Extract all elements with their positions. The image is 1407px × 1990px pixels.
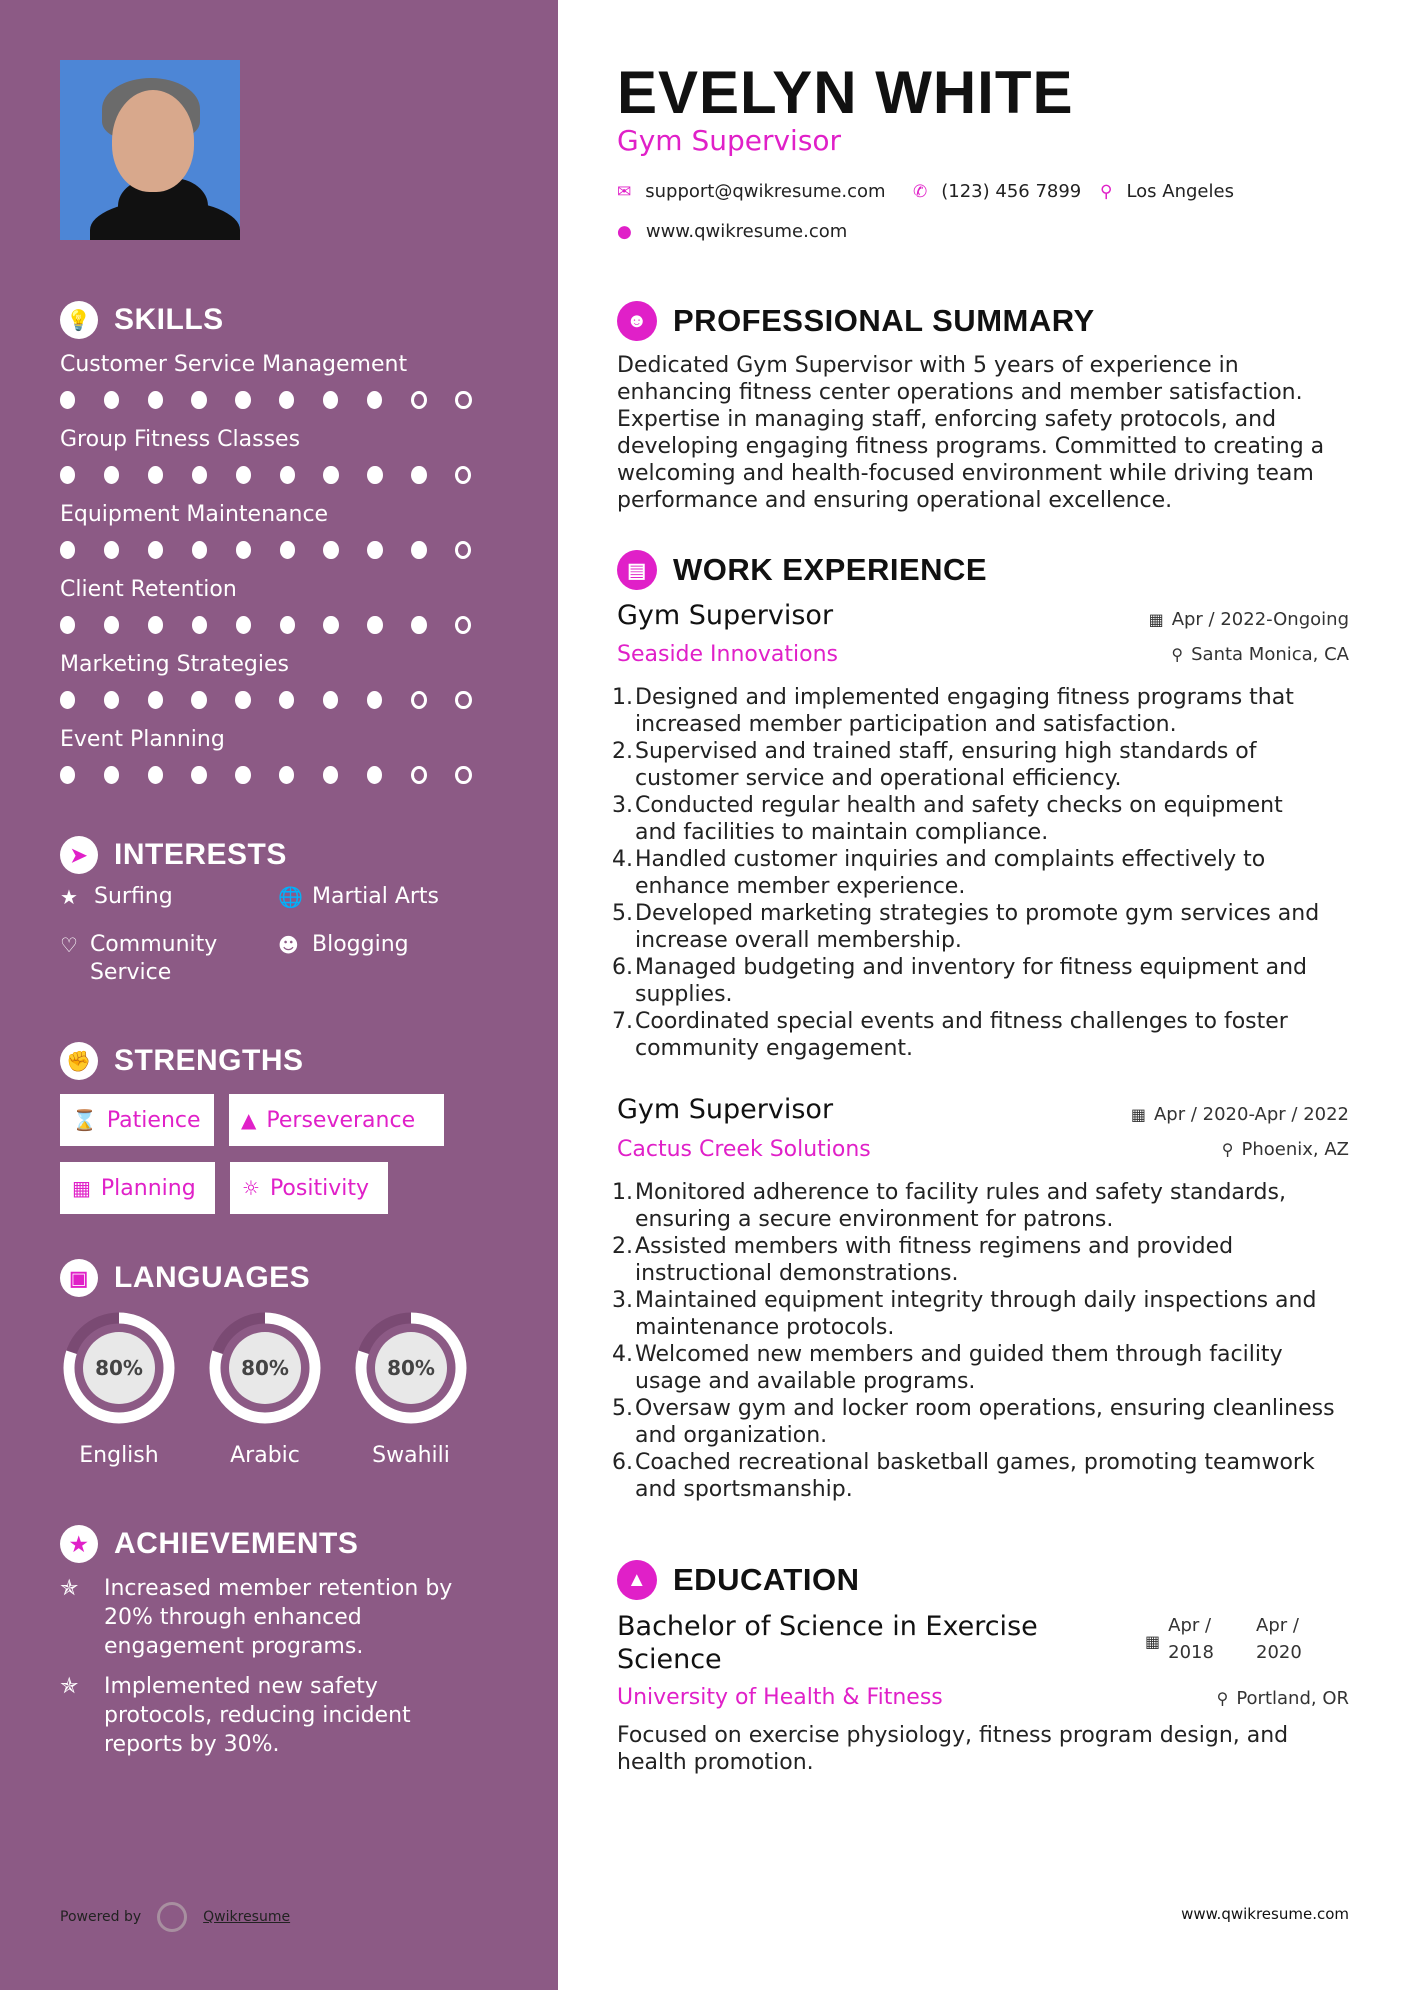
job-dates: ▦ Apr / 2022-Ongoing bbox=[1148, 609, 1349, 630]
rating-dot-filled bbox=[60, 391, 75, 409]
bullet-text bbox=[635, 1233, 1233, 1287]
bullet-item bbox=[612, 900, 1357, 954]
bullet-line: increased member participation and satisfaction. bbox=[635, 712, 1177, 737]
rating-dot-filled bbox=[367, 691, 382, 709]
contact-location: ⚲ Los Angeles bbox=[1100, 181, 1234, 202]
language-card-icon: ▣ bbox=[60, 1259, 98, 1297]
skill-item bbox=[60, 727, 500, 784]
education-heading: ▲ EDUCATION bbox=[617, 1560, 859, 1600]
contact-website: ● www.qwikresume.com bbox=[617, 221, 848, 242]
bullet-item bbox=[612, 738, 1357, 792]
bullet-item bbox=[612, 684, 1357, 738]
bullet-item bbox=[612, 846, 1357, 900]
achievement-item: ✯ Implemented new safety protocols, reducing incident reports by 30%. bbox=[60, 1674, 411, 1757]
bullet-text bbox=[635, 1449, 1315, 1503]
strength-badge: ⌛ Patience bbox=[60, 1094, 214, 1146]
calendar-icon: ▦ bbox=[1148, 610, 1164, 629]
phone-icon: ✆ bbox=[913, 181, 928, 202]
bullet-item bbox=[612, 1179, 1357, 1233]
bullet-number: 2. bbox=[612, 1234, 633, 1259]
calendar-icon: ▦ bbox=[1145, 1632, 1161, 1651]
skill-item bbox=[60, 577, 500, 634]
language-name: Arabic bbox=[230, 1443, 300, 1468]
rating-dot-filled bbox=[148, 541, 163, 559]
bullet-item bbox=[612, 1233, 1357, 1287]
candidate-role: Gym Supervisor bbox=[617, 124, 842, 157]
bullet-text bbox=[635, 1179, 1286, 1233]
rating-dot-filled bbox=[323, 616, 338, 634]
strength-badge: ☼ Positivity bbox=[230, 1162, 388, 1214]
qwikresume-logo-icon bbox=[157, 1902, 187, 1932]
summary-heading: ☻ PROFESSIONAL SUMMARY bbox=[617, 301, 1095, 341]
bullet-text bbox=[635, 1287, 1316, 1341]
bullet-line: Coached recreational basketball games, promoting teamwork bbox=[635, 1450, 1315, 1475]
rating-dot-filled bbox=[323, 391, 338, 409]
bullet-line: Assisted members with fitness regimens and provided bbox=[635, 1234, 1234, 1259]
rating-dot-filled bbox=[323, 541, 338, 559]
rating-dot-empty bbox=[455, 766, 471, 784]
bullet-line: and organization. bbox=[635, 1423, 828, 1448]
rating-dot-filled bbox=[148, 616, 163, 634]
rating-dot-filled bbox=[60, 616, 75, 634]
skill-rating bbox=[60, 541, 500, 559]
road-icon: ▲ bbox=[241, 1108, 257, 1132]
bullet-item bbox=[612, 1395, 1357, 1449]
interest-item: ☻ Blogging bbox=[278, 932, 409, 957]
rating-dot-filled bbox=[148, 766, 163, 784]
bullet-line: Managed budgeting and inventory for fitness equipment and bbox=[635, 955, 1307, 980]
lightbulb-icon: 💡 bbox=[60, 301, 98, 339]
rating-dot-filled bbox=[60, 691, 75, 709]
brand-link[interactable]: Qwikresume bbox=[203, 1909, 291, 1925]
contact-phone: ✆ (123) 456 7899 bbox=[913, 181, 1082, 202]
strength-badge: ▲ Perseverance bbox=[229, 1094, 444, 1146]
bullet-number: 3. bbox=[612, 1288, 633, 1313]
bullet-line: Handled customer inquiries and complaints effectively to bbox=[635, 847, 1266, 872]
bullet-line: Developed marketing strategies to promote gym services and bbox=[635, 901, 1320, 926]
rating-dot-filled bbox=[60, 466, 75, 484]
language-item bbox=[350, 1307, 472, 1468]
award-star-icon: ★ bbox=[60, 1525, 98, 1563]
bullet-line: enhance member experience. bbox=[635, 874, 966, 899]
strength-badge: ▦ Planning bbox=[60, 1162, 215, 1214]
skill-name: Event Planning bbox=[60, 727, 225, 752]
language-level: 80% bbox=[95, 1356, 143, 1380]
pushpin-icon: ⚲ bbox=[1171, 645, 1184, 664]
rating-dot-filled bbox=[104, 766, 119, 784]
globe-icon: ● bbox=[617, 221, 632, 242]
bullet-line: increase overall membership. bbox=[635, 928, 962, 953]
rating-dot-filled bbox=[367, 391, 382, 409]
powered-by: Powered by Qwikresume bbox=[60, 1902, 290, 1932]
language-progress-ring bbox=[58, 1307, 180, 1429]
languages-heading: ▣ LANGUAGES bbox=[60, 1259, 310, 1297]
bullet-text bbox=[635, 846, 1265, 900]
bullet-line: Monitored adherence to facility rules and safety standards, bbox=[635, 1180, 1286, 1205]
bullet-item bbox=[612, 1341, 1357, 1395]
language-item bbox=[204, 1307, 326, 1468]
bullet-line: ensuring a secure environment for patrons. bbox=[635, 1207, 1114, 1232]
rating-dot-empty bbox=[411, 691, 427, 709]
rating-dot-filled bbox=[280, 616, 295, 634]
rating-dot-filled bbox=[236, 541, 251, 559]
graduation-cap-icon: ▲ bbox=[617, 1560, 657, 1600]
rating-dot-filled bbox=[367, 766, 382, 784]
rating-dot-filled bbox=[280, 466, 295, 484]
rating-dot-filled bbox=[411, 541, 426, 559]
skill-name: Marketing Strategies bbox=[60, 652, 289, 677]
interest-item: 🌐 Martial Arts bbox=[278, 884, 440, 909]
job-location: ⚲ Santa Monica, CA bbox=[1171, 644, 1349, 665]
company-name: Cactus Creek Solutions bbox=[617, 1137, 871, 1162]
language-progress-ring bbox=[204, 1307, 326, 1429]
bullet-text bbox=[635, 1395, 1335, 1449]
bullet-line: maintenance protocols. bbox=[635, 1315, 895, 1340]
rating-dot-empty bbox=[455, 391, 471, 409]
language-name: Swahili bbox=[372, 1443, 450, 1468]
skill-item bbox=[60, 652, 500, 709]
heart-hand-icon: ♡ bbox=[60, 933, 78, 957]
strengths-heading: ✊ STRENGTHS bbox=[60, 1042, 304, 1080]
rating-dot-filled bbox=[104, 541, 119, 559]
contact-email: ✉ support@qwikresume.com bbox=[617, 181, 886, 202]
hourglass-icon: ⌛ bbox=[72, 1108, 97, 1132]
rating-dot-filled bbox=[411, 616, 426, 634]
rating-dot-filled bbox=[192, 466, 207, 484]
education-description: Focused on exercise physiology, fitness program design, and health promotion. bbox=[617, 1723, 1289, 1775]
bullet-number: 4. bbox=[612, 1342, 633, 1367]
education-start-date: ▦ Apr / 2018 bbox=[1145, 1612, 1218, 1672]
bullet-number: 1. bbox=[612, 685, 633, 710]
rating-dot-filled bbox=[60, 766, 75, 784]
rating-dot-filled bbox=[192, 541, 207, 559]
language-level: 80% bbox=[241, 1356, 289, 1380]
bullet-line: and sportsmanship. bbox=[635, 1477, 853, 1502]
skill-rating bbox=[60, 691, 500, 709]
job-title: Gym Supervisor bbox=[617, 600, 834, 631]
rating-dot-filled bbox=[367, 541, 382, 559]
rating-dot-filled bbox=[411, 466, 426, 484]
map-pin-icon: ⚲ bbox=[1100, 181, 1113, 202]
bullet-line: usage and available programs. bbox=[635, 1369, 976, 1394]
skill-rating bbox=[60, 466, 500, 484]
rating-dot-filled bbox=[104, 391, 119, 409]
experience-heading: ▤ WORK EXPERIENCE bbox=[617, 550, 987, 590]
skill-name: Equipment Maintenance bbox=[60, 502, 329, 527]
rating-dot-empty bbox=[455, 541, 471, 559]
paper-plane-icon: ➤ bbox=[60, 836, 98, 874]
language-level: 80% bbox=[387, 1356, 435, 1380]
bullet-number: 6. bbox=[612, 1450, 633, 1475]
star-burst-icon: ✯ bbox=[60, 1674, 79, 1699]
education-end-date: Apr / 2020 bbox=[1256, 1615, 1302, 1663]
skill-rating bbox=[60, 616, 500, 634]
bullet-line: supplies. bbox=[635, 982, 733, 1007]
interest-item: ★ Surfing bbox=[60, 884, 173, 909]
rating-dot-filled bbox=[104, 466, 119, 484]
rating-dot-filled bbox=[148, 391, 163, 409]
bullet-text bbox=[635, 792, 1283, 846]
achievement-item: ✯ Increased member retention by 20% through enhanced engagement programs. bbox=[60, 1576, 453, 1659]
bullet-line: community engagement. bbox=[635, 1036, 914, 1061]
skill-name: Customer Service Management bbox=[60, 352, 408, 377]
bullet-number: 5. bbox=[612, 901, 633, 926]
rating-dot-filled bbox=[148, 691, 163, 709]
interest-item: ♡ Community Service bbox=[60, 932, 218, 985]
rating-dot-filled bbox=[279, 391, 294, 409]
rating-dot-filled bbox=[191, 391, 206, 409]
skill-item bbox=[60, 427, 500, 484]
bullet-number: 5. bbox=[612, 1396, 633, 1421]
job-bullets bbox=[612, 1179, 1357, 1503]
bullet-line: Welcomed new members and guided them through facility bbox=[635, 1342, 1283, 1367]
briefcase-chair-icon: ▤ bbox=[617, 550, 657, 590]
language-progress-ring bbox=[350, 1307, 472, 1429]
rating-dot-filled bbox=[235, 691, 250, 709]
rating-dot-filled bbox=[60, 541, 75, 559]
rating-dot-filled bbox=[191, 691, 206, 709]
users-icon: ☻ bbox=[278, 933, 299, 957]
rating-dot-filled bbox=[192, 616, 207, 634]
job-dates: ▦ Apr / 2020-Apr / 2022 bbox=[1130, 1104, 1349, 1125]
rating-dot-filled bbox=[236, 616, 251, 634]
bullet-line: Coordinated special events and fitness challenges to foster bbox=[635, 1009, 1288, 1034]
sun-icon: ☼ bbox=[242, 1176, 260, 1200]
education-location: ⚲ Portland, OR bbox=[1216, 1688, 1349, 1709]
bullet-text bbox=[635, 1008, 1288, 1062]
rating-dot-filled bbox=[235, 391, 250, 409]
star-burst-icon: ✯ bbox=[60, 1576, 79, 1601]
bullet-text bbox=[635, 954, 1307, 1008]
bullet-line: Designed and implemented engaging fitness programs that bbox=[635, 685, 1294, 710]
degree-title: Bachelor of Science in Exercise Science bbox=[617, 1611, 1038, 1675]
skill-rating bbox=[60, 766, 500, 784]
rating-dot-filled bbox=[280, 541, 295, 559]
bullet-item bbox=[612, 792, 1357, 846]
achievements-heading: ★ ACHIEVEMENTS bbox=[60, 1525, 358, 1563]
rating-dot-filled bbox=[323, 691, 338, 709]
skills-heading: 💡 SKILLS bbox=[60, 301, 224, 339]
profile-photo bbox=[60, 60, 240, 240]
rating-dot-filled bbox=[235, 766, 250, 784]
footer-url[interactable]: www.qwikresume.com bbox=[1181, 1905, 1349, 1923]
rating-dot-filled bbox=[279, 691, 294, 709]
rating-dot-filled bbox=[323, 466, 338, 484]
bullet-line: instructional demonstrations. bbox=[635, 1261, 959, 1286]
star-icon: ★ bbox=[60, 885, 78, 909]
user-icon: ☻ bbox=[617, 301, 657, 341]
bullet-item bbox=[612, 954, 1357, 1008]
candidate-name: EVELYN WHITE bbox=[617, 59, 1074, 126]
calendar-icon: ▦ bbox=[1130, 1105, 1146, 1124]
rating-dot-empty bbox=[411, 391, 427, 409]
skill-item bbox=[60, 502, 500, 559]
bullet-line: and facilities to maintain compliance. bbox=[635, 820, 1049, 845]
rating-dot-empty bbox=[411, 766, 427, 784]
bullet-line: Oversaw gym and locker room operations, ensuring cleanliness bbox=[635, 1396, 1335, 1421]
job-title: Gym Supervisor bbox=[617, 1094, 834, 1125]
bullet-line: Supervised and trained staff, ensuring high standards of bbox=[635, 739, 1257, 764]
bullet-item bbox=[612, 1287, 1357, 1341]
globe-icon: 🌐 bbox=[278, 885, 303, 909]
bullet-number: 1. bbox=[612, 1180, 633, 1205]
calendar-icon: ▦ bbox=[72, 1176, 91, 1200]
bullet-number: 2. bbox=[612, 739, 633, 764]
bullet-line: Conducted regular health and safety checks on equipment bbox=[635, 793, 1283, 818]
rating-dot-filled bbox=[148, 466, 163, 484]
job-bullets bbox=[612, 684, 1357, 1062]
bullet-line: customer service and operational efficiency. bbox=[635, 766, 1122, 791]
skill-item bbox=[60, 352, 500, 409]
company-name: Seaside Innovations bbox=[617, 642, 838, 667]
job-location: ⚲ Phoenix, AZ bbox=[1221, 1139, 1349, 1160]
bullet-text bbox=[635, 1341, 1283, 1395]
rating-dot-empty bbox=[455, 691, 471, 709]
bullet-line: Maintained equipment integrity through daily inspections and bbox=[635, 1288, 1317, 1313]
pushpin-icon: ⚲ bbox=[1216, 1689, 1229, 1708]
school-name: University of Health & Fitness bbox=[617, 1685, 943, 1710]
pushpin-icon: ⚲ bbox=[1221, 1140, 1234, 1159]
language-item bbox=[58, 1307, 180, 1468]
bullet-item bbox=[612, 1008, 1357, 1062]
language-name: English bbox=[79, 1443, 159, 1468]
bullet-number: 7. bbox=[612, 1009, 633, 1034]
rating-dot-filled bbox=[104, 691, 119, 709]
rating-dot-filled bbox=[279, 766, 294, 784]
bullet-text bbox=[635, 738, 1256, 792]
sidebar bbox=[0, 0, 558, 1990]
bullet-number: 6. bbox=[612, 955, 633, 980]
skill-name: Client Retention bbox=[60, 577, 237, 602]
skill-rating bbox=[60, 391, 500, 409]
envelope-icon: ✉ bbox=[617, 181, 632, 202]
rating-dot-filled bbox=[104, 616, 119, 634]
rating-dot-empty bbox=[455, 616, 471, 634]
interests-heading: ➤ INTERESTS bbox=[60, 836, 287, 874]
rating-dot-empty bbox=[455, 466, 471, 484]
summary-text: Dedicated Gym Supervisor with 5 years of experience in enhancing fitness center operations and member satisfaction. Expertise in managing staff, enforcing safety protocols, and developing engaging fitness programs. Committed to creating a welcoming and health-focused environment while driving team performance and ensuring operational excellence. bbox=[617, 353, 1325, 513]
bullet-number: 3. bbox=[612, 793, 633, 818]
rating-dot-filled bbox=[191, 766, 206, 784]
bullet-text bbox=[635, 900, 1319, 954]
bullet-text bbox=[635, 684, 1294, 738]
skill-name: Group Fitness Classes bbox=[60, 427, 301, 452]
rating-dot-filled bbox=[367, 616, 382, 634]
rating-dot-filled bbox=[367, 466, 382, 484]
bullet-number: 4. bbox=[612, 847, 633, 872]
bullet-item bbox=[612, 1449, 1357, 1503]
fist-icon: ✊ bbox=[60, 1042, 98, 1080]
rating-dot-filled bbox=[323, 766, 338, 784]
rating-dot-filled bbox=[236, 466, 251, 484]
